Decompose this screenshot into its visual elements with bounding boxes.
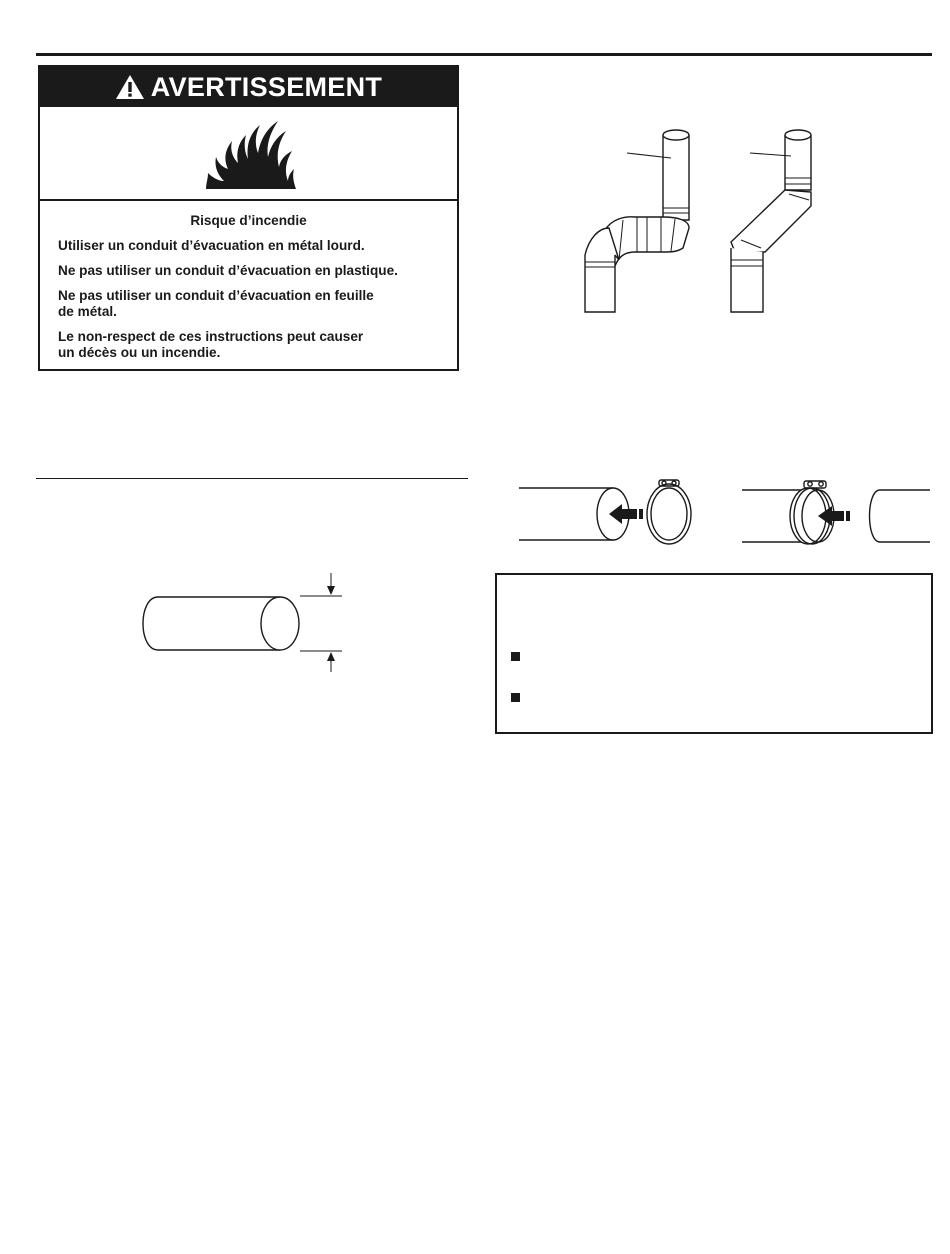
warning-text: [40, 201, 457, 361]
elbow-comparison-illustration: [575, 120, 835, 320]
flame-area: [40, 107, 457, 201]
duct-diameter-illustration: [130, 570, 360, 674]
warning-line: Le non-respect de ces instructions peut causer un décès ou un incendie.: [58, 329, 364, 360]
section-rule: [36, 478, 468, 479]
note-box: [495, 573, 933, 734]
clamp-right-illustration: [740, 478, 932, 548]
bullet-icon: [511, 693, 520, 702]
clamp-left-illustration: [515, 478, 705, 548]
warning-subtitle: Risque d’incendie: [190, 213, 307, 228]
warning-line: Ne pas utiliser un conduit d’évacuation en feuille de métal.: [58, 288, 374, 319]
warning-header: [40, 67, 457, 107]
bullet-icon: [511, 652, 520, 661]
warning-line: Utiliser un conduit d’évacuation en métal lourd.: [58, 238, 365, 253]
warning-triangle-icon: [115, 74, 145, 100]
warning-title: AVERTISSEMENT: [150, 71, 383, 102]
warning-line: Ne pas utiliser un conduit d’évacuation en plastique.: [58, 263, 398, 278]
warning-box: [38, 65, 459, 371]
fire-hazard-icon: [204, 117, 299, 189]
top-rule: [36, 53, 932, 56]
